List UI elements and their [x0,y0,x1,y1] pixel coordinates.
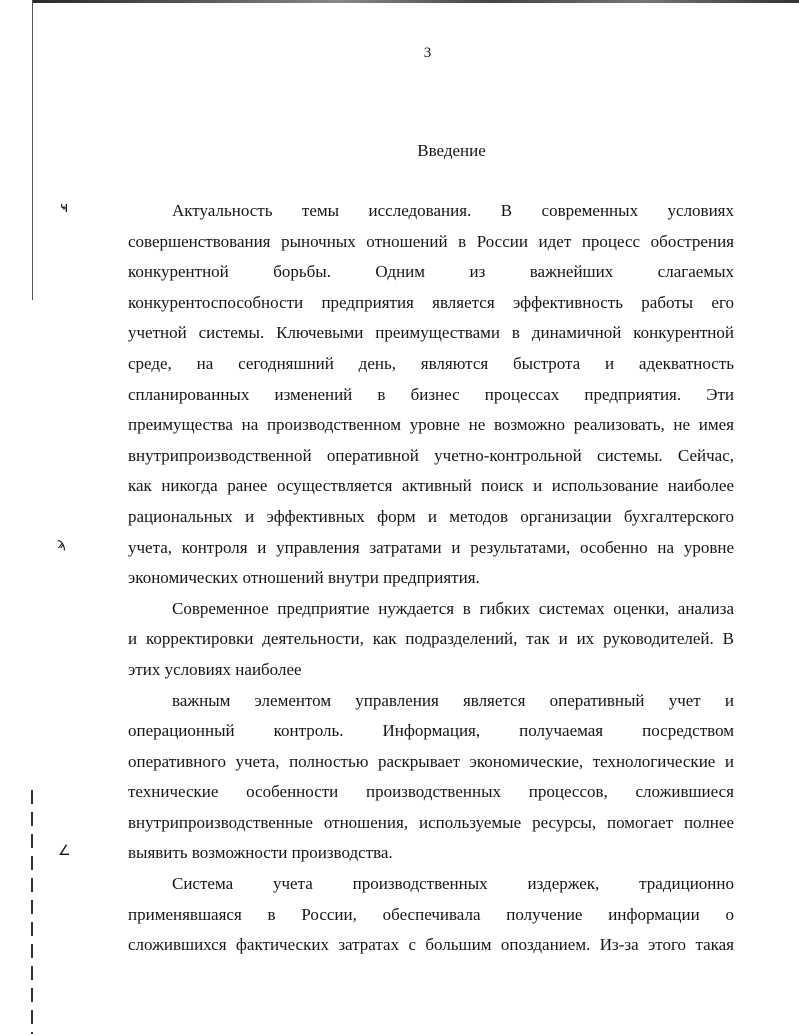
paragraph-2 [128,594,734,686]
paragraph-3 [128,686,734,870]
text-line: оперативного учета, полностью раскрывает экономические, технологические и [128,751,734,771]
text-line: учетной системы. Ключевыми преимуществами в динамичной конкурентной [128,323,734,343]
text-line: конкурентоспособности предприятия является эффективность работы его [128,292,734,312]
margin-scribble-icon: ҹ [60,200,69,216]
text-line: применявшаяся в России, обеспечивала получение информации о [128,904,734,924]
text-line: совершенствования рыночных отношений в России идет процесс обострения [128,231,734,251]
text-line: выявить возможности производства. [128,843,393,863]
paragraph-1 [128,196,734,594]
page-number: 3 [423,45,432,61]
text-line: экономических отношений внутри предприятия. [128,568,480,588]
text-line: сложившихся фактических затратах с большим опозданием. Из-за этого такая [128,935,734,955]
text-line: важным элементом управления является оперативный учет и [172,690,734,710]
text-line: спланированных изменений в бизнес процессах предприятия. Эти [128,384,734,404]
scan-left-edge-dashed [31,790,33,1034]
paragraph-4 [128,869,734,961]
text-line: учета, контроля и управления затратами и результатами, особенно на уровне [128,537,734,557]
text-line: как никогда ранее осуществляется активный поиск и использование наиболее [128,476,734,496]
text-line: Система учета производственных издержек, традиционно [172,874,734,894]
text-line: внутрипроизводственной оперативной учетно-контрольной системы. Сейчас, [128,445,734,465]
text-line: Актуальность темы исследования. В современных условиях [172,201,734,220]
margin-scribble-icon: ∠ [58,843,71,859]
text-line: среде, на сегодняшний день, являются быстрота и адекватность [128,353,734,373]
text-line: преимущества на производственном уровне не возможно реализовать, не имея [128,415,734,435]
text-line: внутрипроизводственные отношения, используемые ресурсы, помогает полнее [128,812,734,832]
text-line: конкурентной борьбы. Одним из важнейших слагаемых [128,262,734,282]
document-body [128,196,734,961]
section-heading: Введение [417,141,486,160]
text-line: рациональных и эффективных форм и методов организации бухгалтерского [128,506,734,526]
text-line: Современное предприятие нуждается в гибких системах оценки, анализа [172,598,734,618]
text-line: технические особенности производственных процессов, сложившиеся [128,782,734,802]
text-line: этих условиях наиболее [128,659,302,679]
text-line: и корректировки деятельности, как подразделений, так и их руководителей. В [128,629,734,649]
margin-scribble-icon: ϡ [57,536,66,552]
scan-top-edge [32,0,799,3]
text-line: операционный контроль. Информация, получаемая посредством [128,721,734,741]
